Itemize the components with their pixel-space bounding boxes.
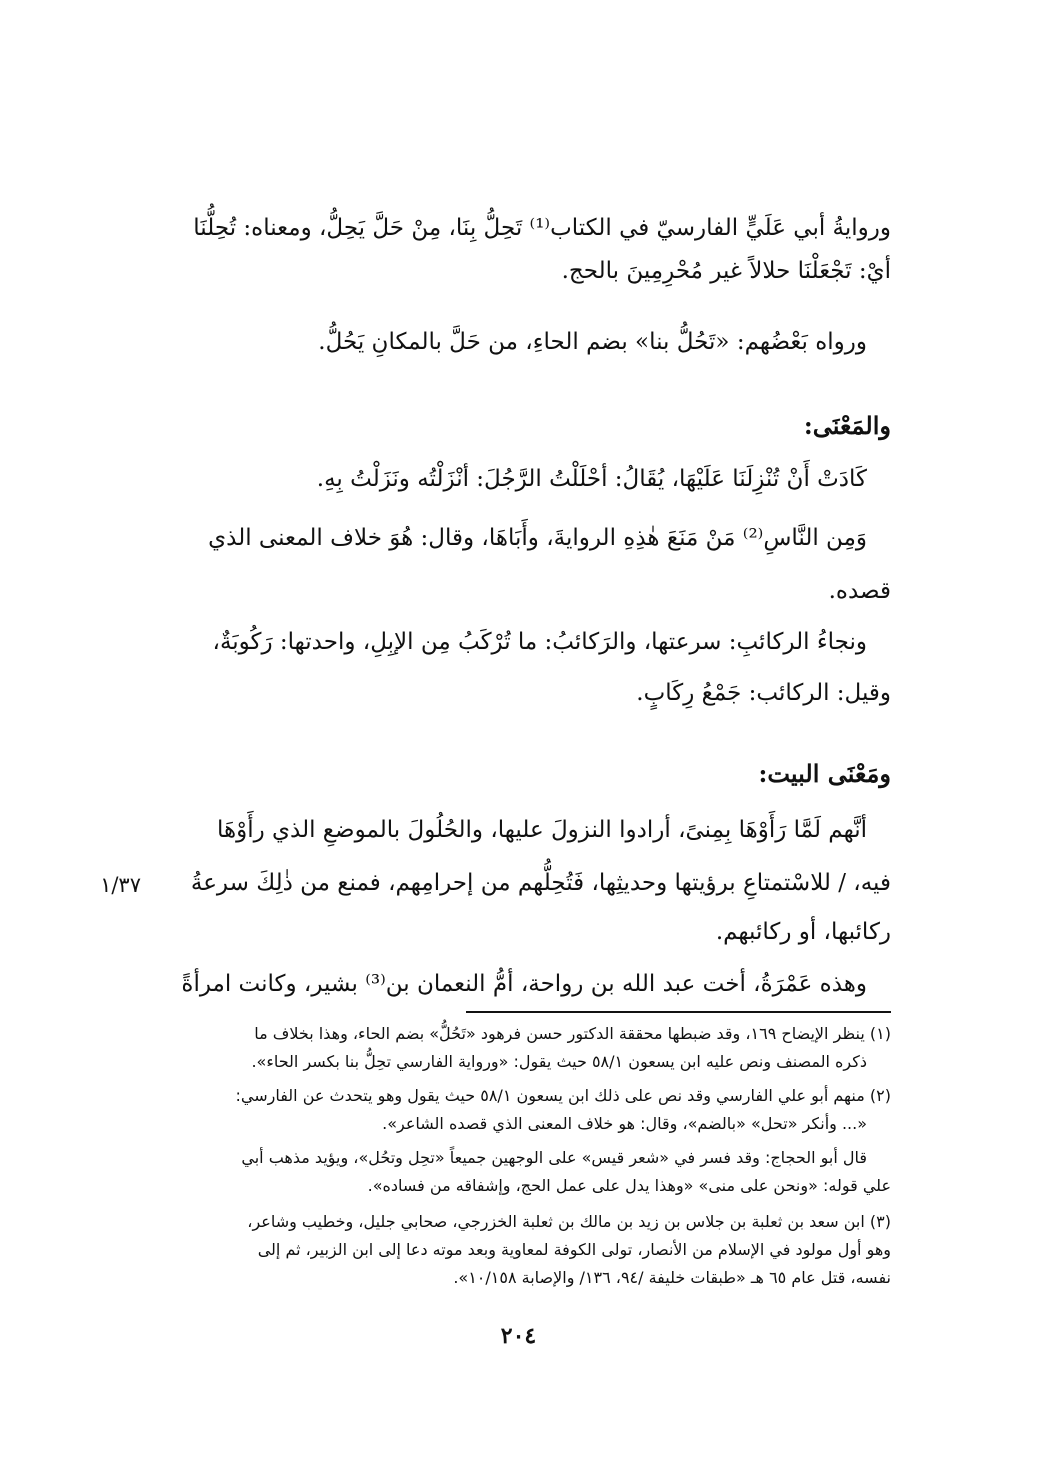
footnote-line: قال أبو الحجاج: وقد فسر في «شعر قيس» على الوجهين جميعاً «تحِل وتحُل»، ويؤيد مذهب أبي [241, 1148, 867, 1167]
footnote-line: وهو أول مولود في الإسلام من الأنصار، تولى الكوفة لمعاوية وبعد موته دعا إلى ابن الزبير، ثم إلى [257, 1240, 891, 1259]
footnote-separator [466, 1011, 891, 1013]
footnote-line: (١) ينظر الإيضاح ١٦٩، وقد ضبطها محققة الدكتور حسن فرهود «تَحُلُّ» بضم الحاء، وهذا بخلاف ما [254, 1024, 891, 1043]
body-line: ونجاءُ الركائبِ: سرعتها، والرَكائبُ: ما تُرْكَبُ مِن الإبِلِ، واحدتها: رَكُوبَةٌ، [212, 629, 867, 655]
body-line: فيه، / للاسْتمتاعِ برؤيتها وحديثِها، فَتُحِلُّهم من إحرامِهم، فمنع من ذٰلِكَ سرعةُ [190, 870, 891, 896]
body-line: قصده. [828, 578, 891, 604]
margin-page-reference: ١/٣٧ [100, 873, 141, 897]
footnote-line: نفسه، قتل عام ٦٥ هـ «طبقات خليفة /٩٤، ١٣٦/ والإصابة ١٠/١٥٨». [453, 1268, 891, 1287]
footnote-line: علي قوله: «ونحن على منى» «وهذا يدل على عمل الحج، وإشفاقه من فساده». [367, 1176, 891, 1195]
footnote-line: «... وأنكر «تحل» «بالضم»، وقال: هو خلاف المعنى الذي قصده الشاعر». [382, 1114, 867, 1133]
body-line: وهذه عَمْرَةُ، أخت عبد الله بن رواحة، أمُّ النعمان بن⁽³⁾ بشير، وكانت امرأةً [181, 971, 867, 997]
page-number: ٢٠٤ [500, 1323, 537, 1349]
footnote-line: (٣) ابن سعد بن ثعلبة بن جلاس بن زيد بن مالك بن ثعلبة الخزرجي، صحابي جليل، وخطيب وشاعر، [247, 1212, 891, 1231]
body-line: وروايةُ أبي عَلَيٍّ الفارسيّ في الكتاب⁽¹⁾ تَحِلُّ بِنَا، مِنْ حَلَّ يَحِلُّ، ومعناه: تُحِلُّنَا [193, 215, 891, 241]
body-line: وَمِن النَّاسِ⁽²⁾ مَنْ مَنَعَ هٰذِهِ الروايةَ، وأَبَاهَا، وقال: هُوَ خلاف المعنى الذي [208, 525, 867, 551]
body-line: وقيل: الركائب: جَمْعُ رِكَابٍ. [636, 680, 891, 706]
body-line: أنَّهم لَمَّا رَأَوْهَا بِمِنىً، أرادوا النزولَ عليها، والحُلُولَ بالموضعِ الذي رأَوْهَا [216, 817, 867, 843]
body-line: ركائبها، أو ركائبهم. [715, 919, 891, 945]
section-heading: ومَعْنَى البيت: [758, 759, 891, 788]
body-line: أيْ: تَجْعَلْنَا حلالاً غير مُحْرِمِينَ بالحج. [561, 258, 891, 284]
body-line: ورواه بَعْضُهم: «تَحُلُّ بنا» بضم الحاءِ، من حَلَّ بالمكانِ يَحُلُّ. [318, 329, 867, 355]
section-heading: والمَعْنَى: [803, 411, 891, 440]
footnote-line: ذكره المصنف ونص عليه ابن يسعون ٥٨/١ حيث يقول: «ورواية الفارسي تحِلُّ بنا بكسر الحاء». [251, 1052, 867, 1071]
footnote-line: (٢) منهم أبو علي الفارسي وقد نص على ذلك ابن يسعون ٥٨/١ حيث يقول وهو يتحدث عن الفارسي: [235, 1086, 891, 1105]
body-line: كَادَتْ أَنْ تُنْزِلَنَا عَلَيْهَا، يُقَالُ: أحْلَلْتُ الرَّجُلَ: أنْزَلْتُه ونَزَلْتُ بِهِ. [316, 466, 867, 492]
